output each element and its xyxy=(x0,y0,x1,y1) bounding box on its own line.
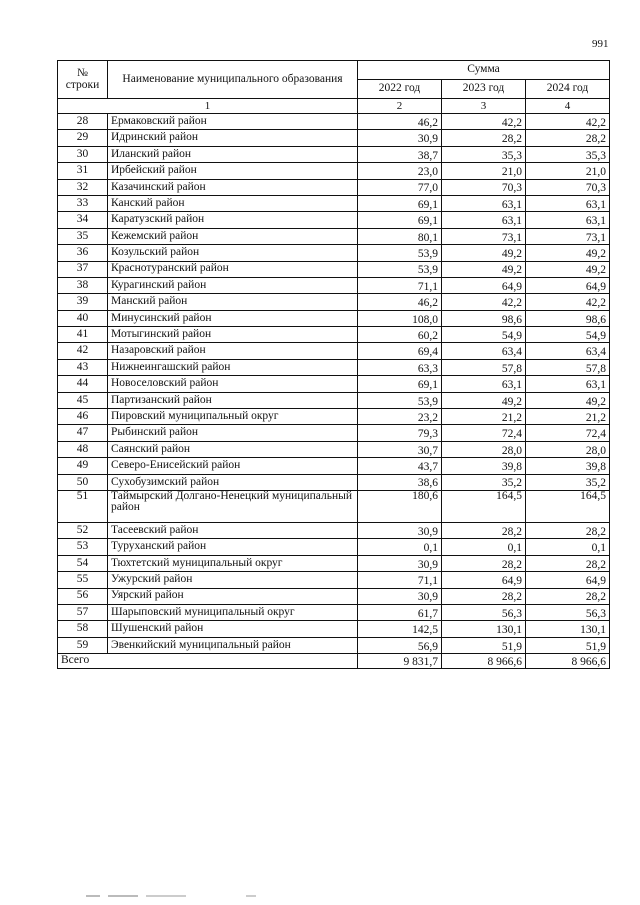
table-row xyxy=(58,245,610,261)
header-year-2023: 2023 год xyxy=(442,80,526,99)
value-2024: 164,5 xyxy=(526,490,610,522)
municipality-name: Тасеевский район xyxy=(108,522,358,538)
value-2023: 49,2 xyxy=(442,392,526,408)
municipality-name: Новоселовский район xyxy=(108,376,358,392)
table-row xyxy=(58,294,610,310)
value-2023: 49,2 xyxy=(442,245,526,261)
municipality-name: Манский район xyxy=(108,294,358,310)
municipality-name: Северо-Енисейский район xyxy=(108,458,358,474)
total-label: Всего xyxy=(58,654,358,669)
municipality-name: Назаровский район xyxy=(108,343,358,359)
total-row xyxy=(58,654,610,669)
value-2023: 98,6 xyxy=(442,310,526,326)
table-row xyxy=(58,310,610,326)
municipality-name: Краснотуранский район xyxy=(108,261,358,277)
table-row xyxy=(58,539,610,555)
total-2024: 8 966,6 xyxy=(526,654,610,669)
table-row xyxy=(58,261,610,277)
row-number: 35 xyxy=(58,228,108,244)
value-2023: 0,1 xyxy=(442,539,526,555)
row-number: 40 xyxy=(58,310,108,326)
value-2024: 28,2 xyxy=(526,588,610,604)
value-2024: 51,9 xyxy=(526,637,610,653)
table-row xyxy=(58,163,610,179)
value-2024: 63,1 xyxy=(526,212,610,228)
value-2022: 60,2 xyxy=(358,327,442,343)
row-number: 39 xyxy=(58,294,108,310)
value-2023: 63,1 xyxy=(442,212,526,228)
value-2023: 73,1 xyxy=(442,228,526,244)
table-row xyxy=(58,228,610,244)
value-2023: 28,2 xyxy=(442,522,526,538)
value-2023: 51,9 xyxy=(442,637,526,653)
value-2024: 57,8 xyxy=(526,359,610,375)
page-number: 991 xyxy=(592,38,609,50)
value-2024: 28,0 xyxy=(526,441,610,457)
value-2023: 164,5 xyxy=(442,490,526,522)
column-index-3: 3 xyxy=(442,99,526,114)
row-number: 57 xyxy=(58,604,108,620)
value-2024: 42,2 xyxy=(526,294,610,310)
value-2023: 64,9 xyxy=(442,277,526,293)
municipality-name: Сухобузимский район xyxy=(108,474,358,490)
municipality-name: Ермаковский район xyxy=(108,114,358,130)
value-2024: 21,0 xyxy=(526,163,610,179)
value-2022: 30,7 xyxy=(358,441,442,457)
value-2022: 46,2 xyxy=(358,294,442,310)
value-2024: 21,2 xyxy=(526,409,610,425)
value-2022: 108,0 xyxy=(358,310,442,326)
municipality-name: Шарыповский муниципальный округ xyxy=(108,604,358,620)
value-2024: 56,3 xyxy=(526,604,610,620)
municipality-name: Мотыгинский район xyxy=(108,327,358,343)
row-number: 45 xyxy=(58,392,108,408)
municipality-name: Идринский район xyxy=(108,130,358,146)
table-row xyxy=(58,490,610,522)
subsidy-table xyxy=(57,60,610,669)
value-2023: 63,4 xyxy=(442,343,526,359)
value-2022: 63,3 xyxy=(358,359,442,375)
value-2024: 64,9 xyxy=(526,572,610,588)
row-number: 47 xyxy=(58,425,108,441)
row-number: 59 xyxy=(58,637,108,653)
table-row xyxy=(58,572,610,588)
value-2024: 63,1 xyxy=(526,376,610,392)
municipality-name: Рыбинский район xyxy=(108,425,358,441)
municipality-name: Туруханский район xyxy=(108,539,358,555)
municipality-name: Нижнеингашский район xyxy=(108,359,358,375)
municipality-name: Ирбейский район xyxy=(108,163,358,179)
value-2022: 23,2 xyxy=(358,409,442,425)
table-row xyxy=(58,458,610,474)
row-number: 30 xyxy=(58,146,108,162)
value-2023: 28,2 xyxy=(442,588,526,604)
value-2022: 43,7 xyxy=(358,458,442,474)
table-row xyxy=(58,604,610,620)
value-2022: 77,0 xyxy=(358,179,442,195)
total-2022: 9 831,7 xyxy=(358,654,442,669)
header-year-2022: 2022 год xyxy=(358,80,442,99)
value-2023: 57,8 xyxy=(442,359,526,375)
row-number: 34 xyxy=(58,212,108,228)
row-number: 53 xyxy=(58,539,108,555)
value-2023: 21,0 xyxy=(442,163,526,179)
scan-artifact xyxy=(86,893,276,899)
row-number: 58 xyxy=(58,621,108,637)
column-index-1: 1 xyxy=(58,99,358,114)
value-2022: 180,6 xyxy=(358,490,442,522)
table-row xyxy=(58,359,610,375)
value-2024: 63,4 xyxy=(526,343,610,359)
row-number: 41 xyxy=(58,327,108,343)
value-2023: 49,2 xyxy=(442,261,526,277)
value-2022: 38,6 xyxy=(358,474,442,490)
value-2022: 69,4 xyxy=(358,343,442,359)
column-index-row xyxy=(58,99,610,114)
value-2022: 69,1 xyxy=(358,212,442,228)
value-2022: 71,1 xyxy=(358,572,442,588)
value-2024: 28,2 xyxy=(526,130,610,146)
value-2022: 23,0 xyxy=(358,163,442,179)
value-2022: 30,9 xyxy=(358,130,442,146)
value-2024: 39,8 xyxy=(526,458,610,474)
row-number: 28 xyxy=(58,114,108,130)
row-number: 44 xyxy=(58,376,108,392)
row-number: 42 xyxy=(58,343,108,359)
header-sum: Сумма xyxy=(358,61,610,80)
value-2022: 80,1 xyxy=(358,228,442,244)
row-number: 54 xyxy=(58,555,108,571)
row-number: 48 xyxy=(58,441,108,457)
value-2022: 30,9 xyxy=(358,588,442,604)
value-2024: 49,2 xyxy=(526,261,610,277)
value-2023: 28,2 xyxy=(442,130,526,146)
row-number: 43 xyxy=(58,359,108,375)
municipality-name: Каратузский район xyxy=(108,212,358,228)
row-number: 49 xyxy=(58,458,108,474)
value-2023: 28,2 xyxy=(442,555,526,571)
column-index-4: 4 xyxy=(526,99,610,114)
municipality-name: Таймырский Долгано-Ненецкий муниципальный район xyxy=(108,490,358,522)
row-number: 56 xyxy=(58,588,108,604)
table-row xyxy=(58,212,610,228)
header-row-number: № строки xyxy=(58,61,108,99)
value-2022: 0,1 xyxy=(358,539,442,555)
table-row xyxy=(58,277,610,293)
table-row xyxy=(58,392,610,408)
column-index-2: 2 xyxy=(358,99,442,114)
value-2022: 142,5 xyxy=(358,621,442,637)
value-2022: 69,1 xyxy=(358,376,442,392)
value-2023: 63,1 xyxy=(442,376,526,392)
municipality-name: Эвенкийский муниципальный район xyxy=(108,637,358,653)
value-2022: 30,9 xyxy=(358,555,442,571)
value-2023: 63,1 xyxy=(442,195,526,211)
value-2024: 73,1 xyxy=(526,228,610,244)
value-2022: 69,1 xyxy=(358,195,442,211)
value-2024: 70,3 xyxy=(526,179,610,195)
value-2022: 56,9 xyxy=(358,637,442,653)
value-2023: 54,9 xyxy=(442,327,526,343)
value-2024: 28,2 xyxy=(526,522,610,538)
table-row xyxy=(58,474,610,490)
row-number: 38 xyxy=(58,277,108,293)
row-number: 29 xyxy=(58,130,108,146)
municipality-name: Кежемский район xyxy=(108,228,358,244)
value-2022: 53,9 xyxy=(358,245,442,261)
total-2023: 8 966,6 xyxy=(442,654,526,669)
value-2024: 0,1 xyxy=(526,539,610,555)
table-row xyxy=(58,409,610,425)
table-row xyxy=(58,376,610,392)
value-2023: 56,3 xyxy=(442,604,526,620)
row-number: 50 xyxy=(58,474,108,490)
row-number: 32 xyxy=(58,179,108,195)
table-row xyxy=(58,130,610,146)
table-row xyxy=(58,179,610,195)
value-2024: 35,3 xyxy=(526,146,610,162)
row-number: 31 xyxy=(58,163,108,179)
table-row xyxy=(58,327,610,343)
municipality-name: Уярский район xyxy=(108,588,358,604)
municipality-name: Пировский муниципальный округ xyxy=(108,409,358,425)
value-2024: 98,6 xyxy=(526,310,610,326)
value-2022: 61,7 xyxy=(358,604,442,620)
municipality-name: Шушенский район xyxy=(108,621,358,637)
value-2022: 53,9 xyxy=(358,392,442,408)
value-2023: 35,3 xyxy=(442,146,526,162)
value-2022: 30,9 xyxy=(358,522,442,538)
row-number: 51 xyxy=(58,490,108,522)
value-2023: 64,9 xyxy=(442,572,526,588)
value-2024: 49,2 xyxy=(526,245,610,261)
table-row xyxy=(58,114,610,130)
row-number: 33 xyxy=(58,195,108,211)
value-2023: 39,8 xyxy=(442,458,526,474)
value-2022: 79,3 xyxy=(358,425,442,441)
header-year-2024: 2024 год xyxy=(526,80,610,99)
row-number: 52 xyxy=(58,522,108,538)
row-number: 36 xyxy=(58,245,108,261)
value-2023: 42,2 xyxy=(442,294,526,310)
table-body xyxy=(58,114,610,654)
table-row xyxy=(58,522,610,538)
municipality-name: Канский район xyxy=(108,195,358,211)
table-row xyxy=(58,146,610,162)
row-number: 46 xyxy=(58,409,108,425)
value-2024: 35,2 xyxy=(526,474,610,490)
municipality-name: Иланский район xyxy=(108,146,358,162)
municipality-name: Саянский район xyxy=(108,441,358,457)
value-2023: 28,0 xyxy=(442,441,526,457)
municipality-name: Партизанский район xyxy=(108,392,358,408)
value-2024: 64,9 xyxy=(526,277,610,293)
value-2023: 21,2 xyxy=(442,409,526,425)
value-2022: 71,1 xyxy=(358,277,442,293)
municipality-name: Казачинский район xyxy=(108,179,358,195)
row-number: 55 xyxy=(58,572,108,588)
municipality-name: Ужурский район xyxy=(108,572,358,588)
value-2023: 70,3 xyxy=(442,179,526,195)
table-row xyxy=(58,555,610,571)
value-2024: 72,4 xyxy=(526,425,610,441)
table-row xyxy=(58,588,610,604)
value-2024: 49,2 xyxy=(526,392,610,408)
municipality-name: Курагинский район xyxy=(108,277,358,293)
row-number: 37 xyxy=(58,261,108,277)
value-2024: 63,1 xyxy=(526,195,610,211)
municipality-name: Козульский район xyxy=(108,245,358,261)
value-2023: 130,1 xyxy=(442,621,526,637)
table-row xyxy=(58,637,610,653)
header-municipality-name: Наименование муниципального образования xyxy=(108,61,358,99)
table-row xyxy=(58,195,610,211)
value-2024: 28,2 xyxy=(526,555,610,571)
value-2022: 38,7 xyxy=(358,146,442,162)
municipality-name: Минусинский район xyxy=(108,310,358,326)
value-2024: 42,2 xyxy=(526,114,610,130)
value-2024: 54,9 xyxy=(526,327,610,343)
value-2023: 42,2 xyxy=(442,114,526,130)
table-row xyxy=(58,425,610,441)
municipality-name: Тюхтетский муниципальный округ xyxy=(108,555,358,571)
value-2024: 130,1 xyxy=(526,621,610,637)
value-2023: 35,2 xyxy=(442,474,526,490)
value-2022: 53,9 xyxy=(358,261,442,277)
table-row xyxy=(58,621,610,637)
table-row xyxy=(58,343,610,359)
table-row xyxy=(58,441,610,457)
value-2023: 72,4 xyxy=(442,425,526,441)
value-2022: 46,2 xyxy=(358,114,442,130)
